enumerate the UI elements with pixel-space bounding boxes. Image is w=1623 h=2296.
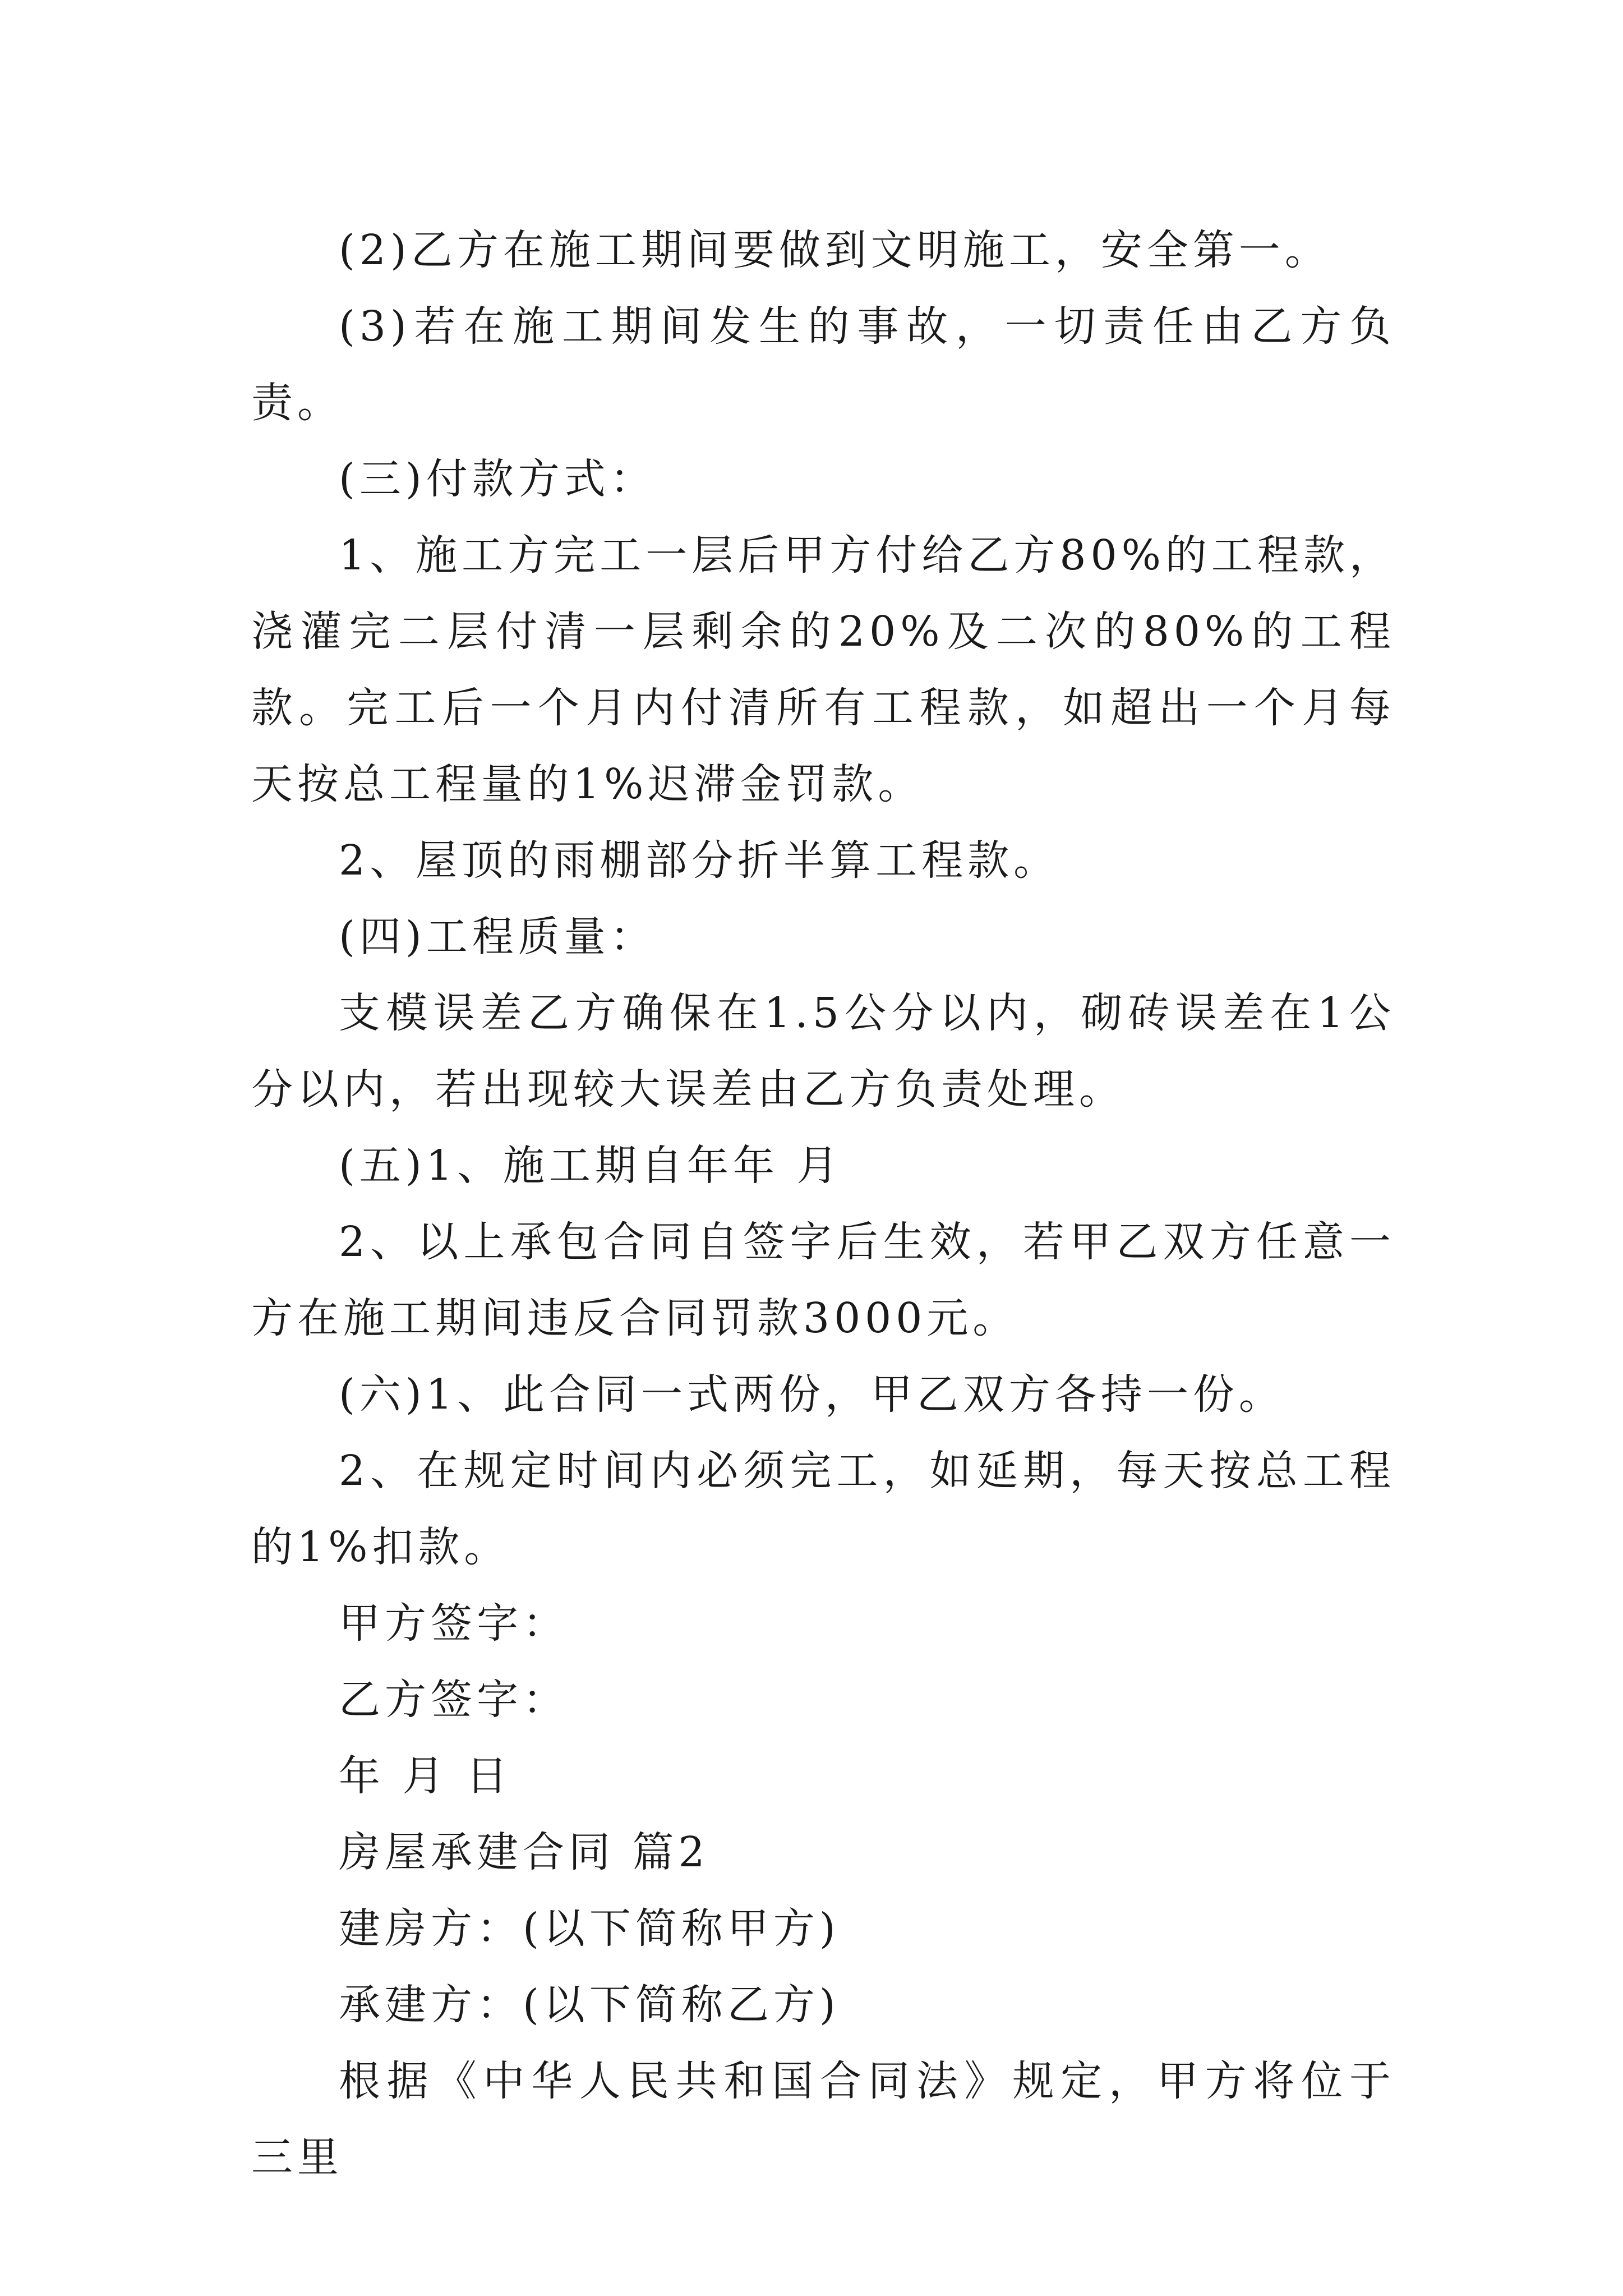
party-b-signature-line: 乙方签字： <box>339 1676 569 1724</box>
date-line: 年 月 日 <box>339 1752 513 1800</box>
section-heading-quality: (四)工程质量： <box>339 913 656 961</box>
quality-clause: 支模误差乙方确保在1.5公分以内，砌砖误差在1公分以内，若出现较大误差由乙方负责处理。 <box>251 989 1395 1114</box>
contractor-party-line: 承建方：(以下简称乙方) <box>339 1981 840 2029</box>
copies-clause-2: 2、在规定时间内必须完工，如延期，每天按总工程的1%扣款。 <box>251 1447 1395 1571</box>
builder-party-line: 建房方：(以下简称甲方) <box>339 1904 840 1953</box>
clause-3-accident-liability: (3)若在施工期间发生的事故，一切责任由乙方负责。 <box>251 302 1395 427</box>
payment-clause-1: 1、施工方完工一层后甲方付给乙方80%的工程款，浇灌完二层付清一层剩余的20%及二次的80%的工程款。完工后一个月内付清所有工程款，如超出一个月每天按总工程量的1%迟滞金罚款。 <box>251 531 1395 808</box>
contract-text <box>251 212 1395 2196</box>
party-a-signature-line: 甲方签字： <box>339 1599 569 1648</box>
payment-clause-2: 2、屋顶的雨棚部分折半算工程款。 <box>339 836 1060 885</box>
contract-title-2: 房屋承建合同 篇2 <box>339 1828 709 1876</box>
clause-2-civilized-construction: (2)乙方在施工期间要做到文明施工，安全第一。 <box>339 226 1331 274</box>
copies-clause-1: (六)1、此合同一式两份，甲乙双方各持一份。 <box>339 1370 1285 1419</box>
section-heading-payment: (三)付款方式： <box>339 455 656 503</box>
period-clause-2: 2、以上承包合同自签字后生效，若甲乙双方任意一方在施工期间违反合同罚款3000元。 <box>251 1218 1395 1342</box>
preamble-line: 根据《中华人民共和国合同法》规定，甲方将位于三里 <box>251 2057 1395 2182</box>
period-clause-1: (五)1、施工期自年年 月 <box>339 1142 843 1190</box>
